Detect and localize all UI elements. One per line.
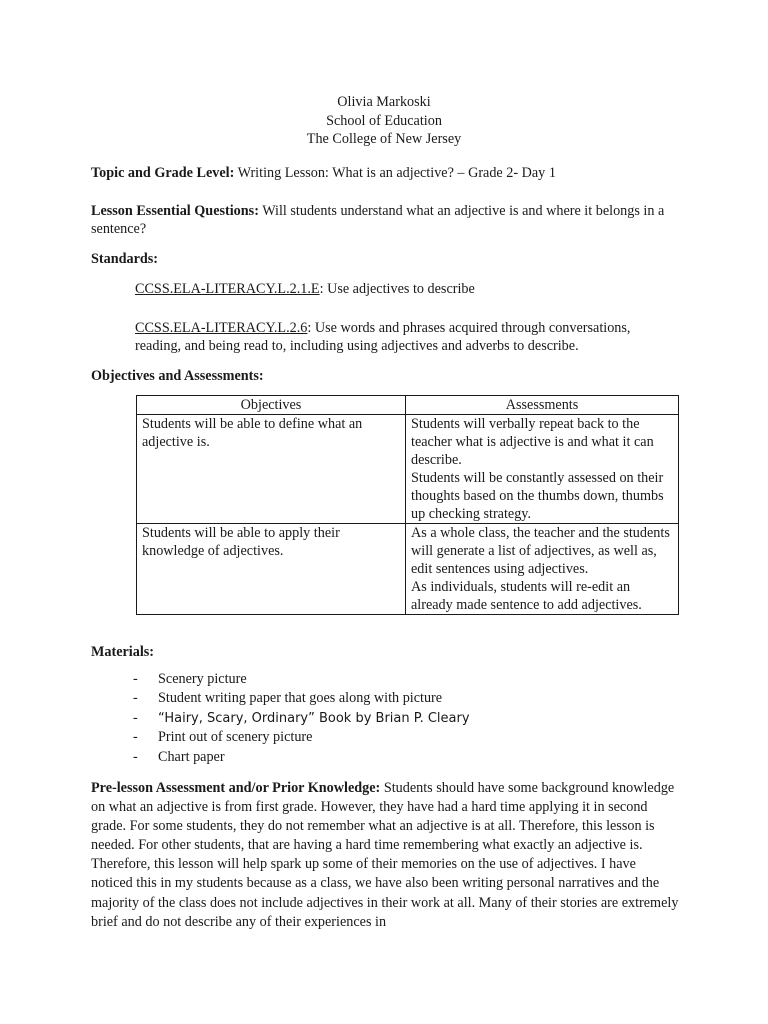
table-header-row	[137, 396, 679, 415]
assessment-line: As a whole class, the teacher and the students will generate a list of adjectives, as well as, edit sentences using adjectives.	[411, 525, 670, 577]
bullet-dash: -	[133, 748, 138, 765]
topic-section	[91, 164, 681, 182]
materials-list	[133, 670, 470, 767]
list-item	[133, 748, 470, 767]
standard-code[interactable]: CCSS.ELA-LITERACY.L.2.1.E	[135, 281, 320, 297]
standard-item	[135, 280, 680, 298]
bullet-dash: -	[133, 690, 138, 707]
bullet-dash: -	[133, 709, 138, 726]
author-name: Olivia Markoski	[337, 94, 431, 110]
standard-text: : Use adjectives to describe	[319, 281, 475, 297]
column-header-assessments: Assessments	[406, 396, 679, 415]
material-text: Student writing paper that goes along with picture	[158, 690, 443, 707]
table-row	[137, 524, 679, 615]
list-item	[133, 709, 470, 728]
document-header	[0, 93, 768, 149]
topic-text: Writing Lesson: What is an adjective? – Grade 2- Day 1	[234, 165, 556, 181]
assessment-line: As individuals, students will re-edit an already made sentence to add adjectives.	[411, 579, 642, 613]
standard-code[interactable]: CCSS.ELA-LITERACY.L.2.6	[135, 320, 308, 336]
prior-knowledge-label: Pre-lesson Assessment and/or Prior Knowledge:	[91, 780, 381, 796]
assessment-line: Students will verbally repeat back to the teacher what is adjective is and what it can describe.	[411, 416, 654, 468]
list-item	[133, 728, 470, 747]
prior-knowledge-text: Students should have some background knowledge on what an adjective is from first grade. However, they have had a hard time applying it in second grade. For some students, they do not remember what an adjective is at all. Therefore, this lesson is needed. For other students, that are having a hard time remembering what exactly an adjective is. Therefore, this lesson will help spark up some of their memories on the use of adjectives. I have noticed this in my students because as a class, we have also been writing personal narratives and the majority of the class does not include adjectives in their work at all. Many of their stories are extremely brief and do not describe any of their experiences in	[91, 780, 679, 930]
objective-cell: Students will be able to apply their knowledge of adjectives.	[137, 524, 406, 615]
standard-item	[135, 319, 680, 356]
materials-label: Materials:	[91, 644, 155, 660]
material-text: Chart paper	[158, 748, 225, 765]
topic-label: Topic and Grade Level:	[91, 165, 235, 181]
standard-text: : Use words and phrases acquired through conversations, reading, and being read to, including using adjectives and adverbs to describe.	[135, 320, 631, 355]
bullet-dash: -	[133, 671, 138, 687]
objectives-heading	[91, 367, 681, 385]
essential-questions-text: Will students understand what an adjective is and where it belongs in a sentence?	[91, 203, 665, 238]
column-header-objectives: Objectives	[137, 396, 406, 415]
prior-knowledge-section	[91, 779, 681, 932]
essential-questions-section	[91, 202, 681, 239]
table-row	[137, 415, 679, 524]
material-text: Print out of scenery picture	[158, 729, 313, 746]
material-text: “Hairy, Scary, Ordinary” Book by Brian P. Cleary	[158, 710, 470, 726]
assessment-cell	[406, 415, 679, 524]
school-name: School of Education	[326, 112, 442, 129]
list-item	[133, 670, 470, 689]
list-item	[133, 689, 470, 708]
objectives-assessments-table	[136, 395, 679, 615]
bullet-dash: -	[133, 729, 138, 746]
essential-questions-label: Lesson Essential Questions:	[91, 203, 259, 219]
materials-heading	[91, 643, 681, 661]
objectives-label: Objectives and Assessments:	[91, 368, 264, 384]
standards-label: Standards:	[91, 251, 159, 267]
material-text: Scenery picture	[158, 671, 247, 687]
college-name: The College of New Jersey	[306, 131, 462, 147]
assessment-line: Students will be constantly assessed on their thoughts based on the thumbs down, thumbs up checking strategy.	[411, 470, 664, 522]
standards-heading	[91, 250, 681, 268]
objective-cell: Students will be able to define what an adjective is.	[137, 415, 406, 524]
assessment-cell	[406, 524, 679, 615]
